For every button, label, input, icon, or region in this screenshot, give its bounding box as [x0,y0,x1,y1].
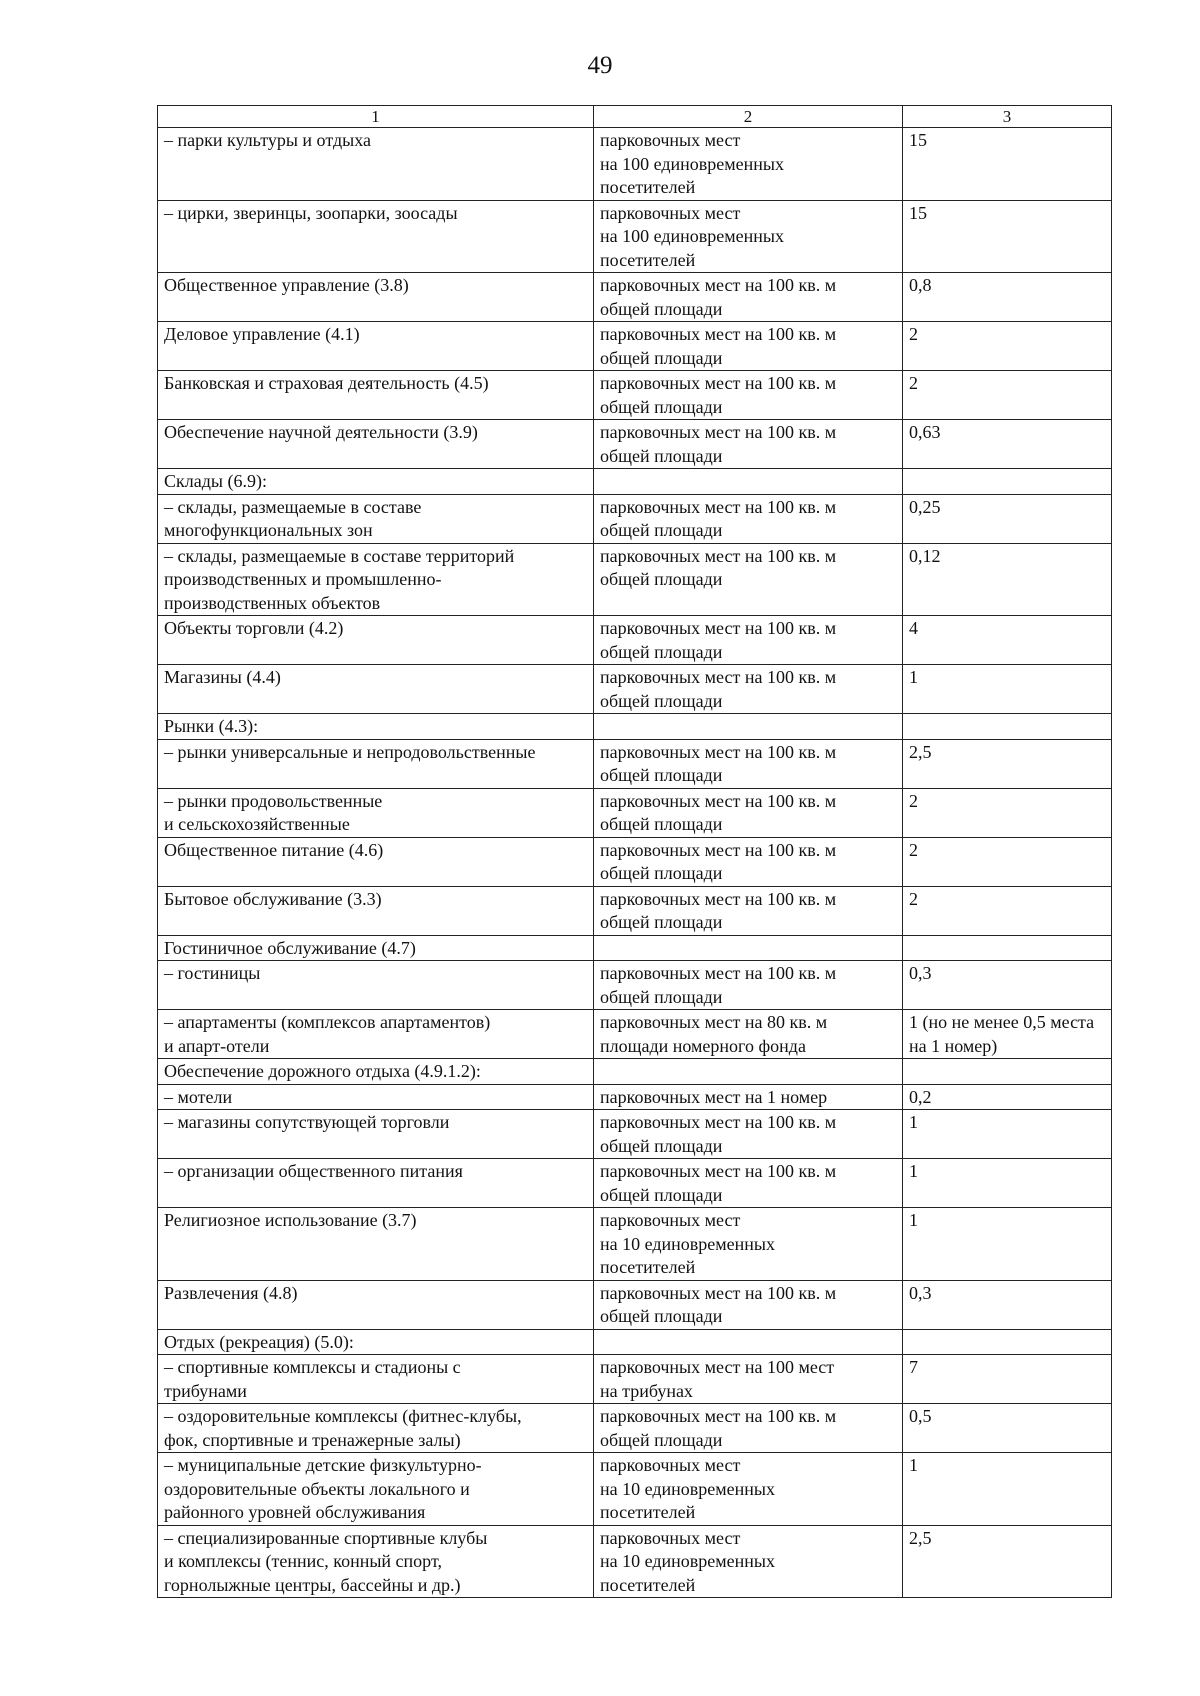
object-type-cell: – организации общественного питания [158,1159,594,1208]
unit-cell [594,469,903,495]
table-row [158,1059,1112,1085]
unit-cell: парковочных мест на 100 единовременных посетителей [594,128,903,201]
norm-value-cell: 1 [903,1159,1112,1208]
column-header-3: 3 [903,106,1112,128]
table-row [158,961,1112,1010]
unit-cell [594,1329,903,1355]
norm-value-cell: 15 [903,200,1112,273]
norm-value-cell: 1 [903,1110,1112,1159]
object-type-cell: Банковская и страховая деятельность (4.5) [158,371,594,420]
unit-cell [594,935,903,961]
table-row [158,273,1112,322]
object-type-cell: – склады, размещаемые в составе многофункциональных зон [158,494,594,543]
object-type-cell: Гостиничное обслуживание (4.7) [158,935,594,961]
object-type-cell: Магазины (4.4) [158,665,594,714]
table-row [158,886,1112,935]
object-type-cell: Общественное управление (3.8) [158,273,594,322]
unit-cell: парковочных мест на 100 мест на трибунах [594,1355,903,1404]
table-row [158,616,1112,665]
unit-cell: парковочных мест на 100 единовременных посетителей [594,200,903,273]
norm-value-cell: 1 [903,1453,1112,1526]
table-row [158,200,1112,273]
object-type-cell: – цирки, зверинцы, зоопарки, зоосады [158,200,594,273]
table-body [158,128,1112,1598]
table-row [158,1525,1112,1598]
norm-value-cell: 0,12 [903,543,1112,616]
norm-value-cell: 2 [903,837,1112,886]
table-row [158,371,1112,420]
norm-value-cell: 0,5 [903,1404,1112,1453]
table-row [158,714,1112,740]
unit-cell: парковочных мест на 100 кв. м общей площади [594,665,903,714]
table-row [158,543,1112,616]
table-row [158,1355,1112,1404]
object-type-cell: – рынки универсальные и непродовольственные [158,739,594,788]
table-row [158,1010,1112,1059]
unit-cell: парковочных мест на 100 кв. м общей площади [594,420,903,469]
table-row [158,935,1112,961]
table-row [158,1329,1112,1355]
object-type-cell: – апартаменты (комплексов апартаментов) и апарт-отели [158,1010,594,1059]
column-header-1: 1 [158,106,594,128]
object-type-cell: Рынки (4.3): [158,714,594,740]
object-type-cell: – парки культуры и отдыха [158,128,594,201]
object-type-cell: Религиозное использование (3.7) [158,1208,594,1281]
parking-norms-table [157,105,1112,1598]
table-row [158,1110,1112,1159]
unit-cell [594,714,903,740]
norm-value-cell: 1 [903,1208,1112,1281]
norm-value-cell: 2 [903,371,1112,420]
unit-cell: парковочных мест на 100 кв. м общей площади [594,1159,903,1208]
norm-value-cell [903,935,1112,961]
table-row [158,739,1112,788]
object-type-cell: Деловое управление (4.1) [158,322,594,371]
unit-cell: парковочных мест на 10 единовременных посетителей [594,1453,903,1526]
table-row [158,322,1112,371]
unit-cell: парковочных мест на 10 единовременных посетителей [594,1525,903,1598]
norm-value-cell: 1 (но не менее 0,5 места на 1 номер) [903,1010,1112,1059]
object-type-cell: Общественное питание (4.6) [158,837,594,886]
unit-cell: парковочных мест на 100 кв. м общей площади [594,543,903,616]
object-type-cell: Бытовое обслуживание (3.3) [158,886,594,935]
table-row [158,420,1112,469]
object-type-cell: Объекты торговли (4.2) [158,616,594,665]
unit-cell: парковочных мест на 100 кв. м общей площади [594,273,903,322]
unit-cell: парковочных мест на 100 кв. м общей площади [594,1110,903,1159]
norm-value-cell: 2 [903,886,1112,935]
unit-cell: парковочных мест на 100 кв. м общей площади [594,1404,903,1453]
norm-value-cell: 2,5 [903,739,1112,788]
norm-value-cell: 2,5 [903,1525,1112,1598]
norm-value-cell: 2 [903,322,1112,371]
unit-cell: парковочных мест на 100 кв. м общей площади [594,886,903,935]
object-type-cell: Склады (6.9): [158,469,594,495]
object-type-cell: Развлечения (4.8) [158,1280,594,1329]
object-type-cell: – муниципальные детские физкультурно- оздоровительные объекты локального и районного уровней обслуживания [158,1453,594,1526]
table-row [158,837,1112,886]
object-type-cell: Обеспечение научной деятельности (3.9) [158,420,594,469]
object-type-cell: Обеспечение дорожного отдыха (4.9.1.2): [158,1059,594,1085]
object-type-cell: – гостиницы [158,961,594,1010]
object-type-cell: – оздоровительные комплексы (фитнес-клубы, фок, спортивные и тренажерные залы) [158,1404,594,1453]
page-number: 49 [587,52,613,79]
unit-cell: парковочных мест на 100 кв. м общей площади [594,961,903,1010]
table-row [158,1280,1112,1329]
table-row [158,1404,1112,1453]
table-row [158,1453,1112,1526]
table-row [158,128,1112,201]
object-type-cell: – мотели [158,1084,594,1110]
norm-value-cell: 7 [903,1355,1112,1404]
object-type-cell: – магазины сопутствующей торговли [158,1110,594,1159]
unit-cell: парковочных мест на 100 кв. м общей площади [594,494,903,543]
object-type-cell: – рынки продовольственные и сельскохозяйственные [158,788,594,837]
object-type-cell: – спортивные комплексы и стадионы с трибунами [158,1355,594,1404]
unit-cell: парковочных мест на 100 кв. м общей площади [594,322,903,371]
norm-value-cell [903,714,1112,740]
norm-value-cell [903,469,1112,495]
unit-cell [594,1059,903,1085]
norm-value-cell: 0,8 [903,273,1112,322]
norm-value-cell: 15 [903,128,1112,201]
unit-cell: парковочных мест на 100 кв. м общей площади [594,788,903,837]
table-row [158,665,1112,714]
unit-cell: парковочных мест на 80 кв. м площади номерного фонда [594,1010,903,1059]
unit-cell: парковочных мест на 100 кв. м общей площади [594,1280,903,1329]
table-row [158,1208,1112,1281]
table-row [158,788,1112,837]
unit-cell: парковочных мест на 100 кв. м общей площади [594,371,903,420]
unit-cell: парковочных мест на 1 номер [594,1084,903,1110]
unit-cell: парковочных мест на 100 кв. м общей площади [594,616,903,665]
norm-value-cell: 0,25 [903,494,1112,543]
table-row [158,1159,1112,1208]
norm-value-cell: 0,3 [903,961,1112,1010]
table-row [158,494,1112,543]
unit-cell: парковочных мест на 100 кв. м общей площади [594,837,903,886]
unit-cell: парковочных мест на 100 кв. м общей площади [594,739,903,788]
table-header [158,106,1112,128]
table-row [158,469,1112,495]
norm-value-cell: 1 [903,665,1112,714]
norm-value-cell [903,1059,1112,1085]
object-type-cell: Отдых (рекреация) (5.0): [158,1329,594,1355]
norm-value-cell: 2 [903,788,1112,837]
norm-value-cell: 4 [903,616,1112,665]
norm-value-cell: 0,63 [903,420,1112,469]
norm-value-cell: 0,2 [903,1084,1112,1110]
column-header-2: 2 [594,106,903,128]
object-type-cell: – специализированные спортивные клубы и комплексы (теннис, конный спорт, горнолыжные центры, бассейны и др.) [158,1525,594,1598]
norm-value-cell [903,1329,1112,1355]
norm-value-cell: 0,3 [903,1280,1112,1329]
object-type-cell: – склады, размещаемые в составе территорий производственных и промышленно- производственных объектов [158,543,594,616]
unit-cell: парковочных мест на 10 единовременных посетителей [594,1208,903,1281]
table-row [158,1084,1112,1110]
